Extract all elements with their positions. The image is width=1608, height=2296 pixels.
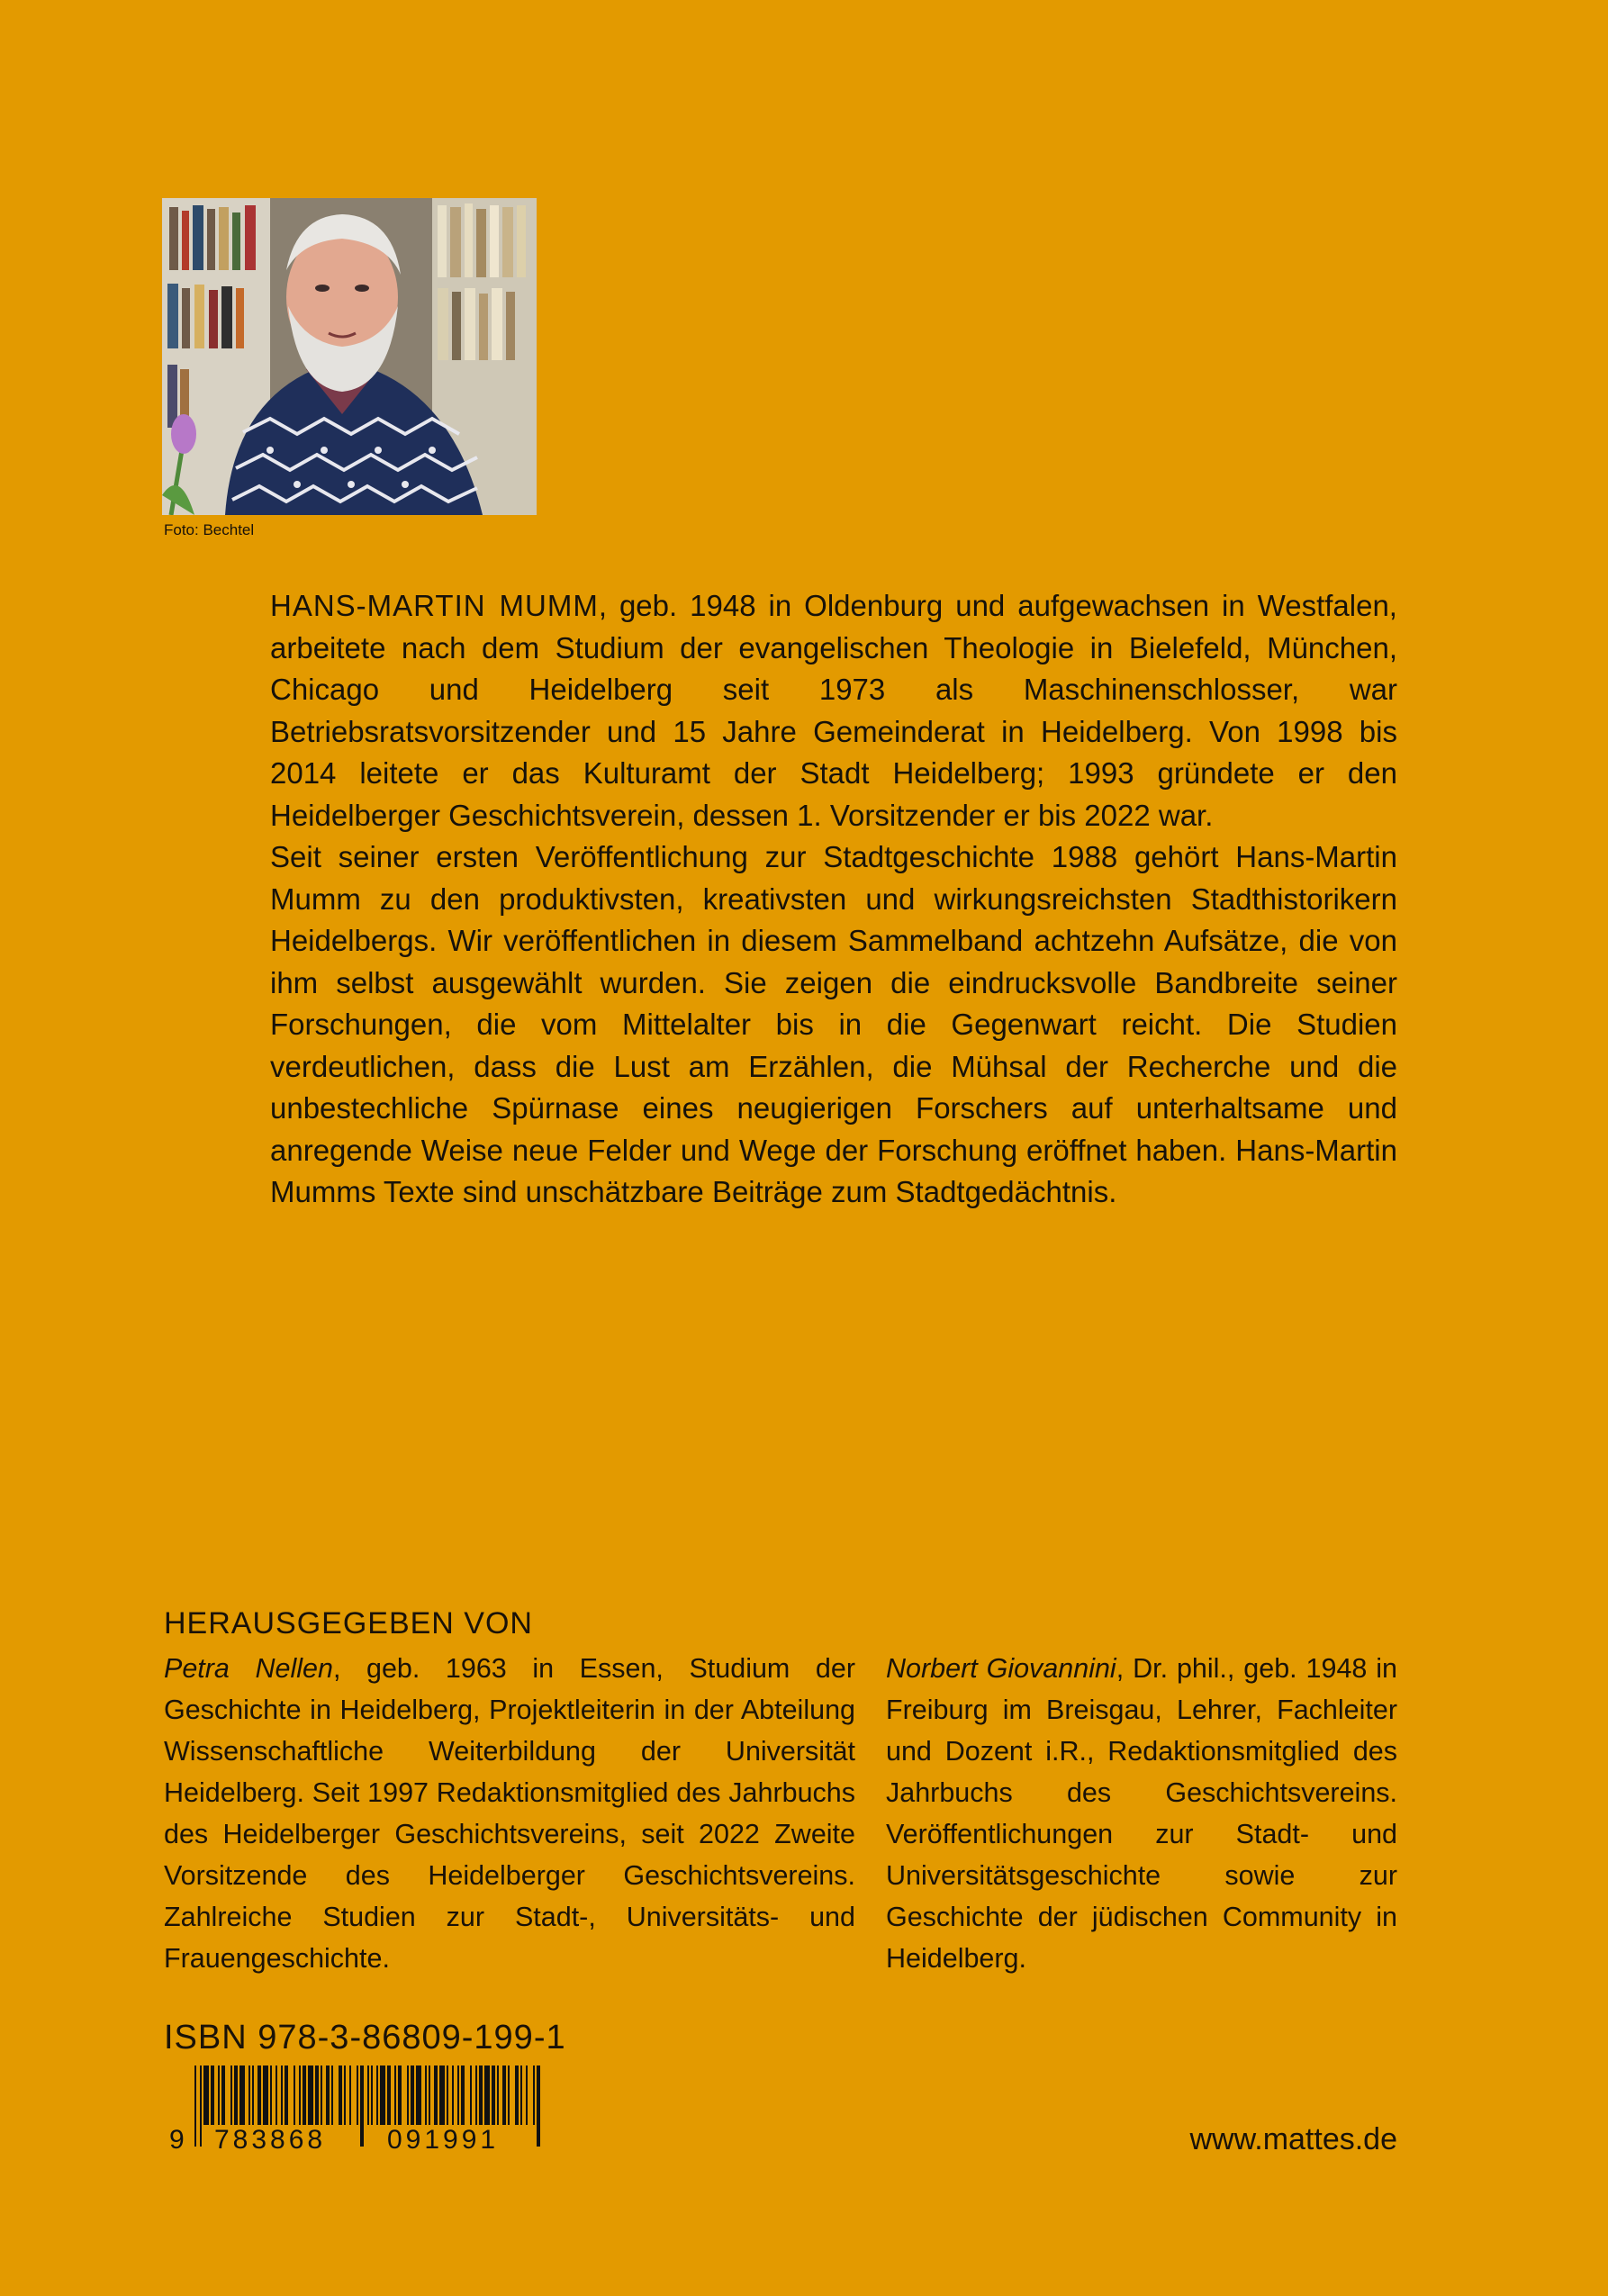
barcode-bar [257, 2065, 261, 2125]
editor-left-text: , geb. 1963 in Essen, Studium der Geschichte in Heidelberg, Projektleiterin in der Abteilung Wissenschaftliche Weiterbildung der Universität Heidelberg. Seit 1997 Redaktionsmitglied des Jahrbuchs des Heidelberger Geschichtsvereins, seit 2022 Zweite Vorsitzende des Heidelberger Geschichtsvereins. Zahlreiche Studien zur Stadt-, Universitäts- und Frauengeschichte. [164, 1653, 855, 1974]
barcode-bar [497, 2065, 499, 2125]
barcode-bar [407, 2065, 409, 2125]
isbn-label: ISBN 978-3-86809-199-1 [164, 2019, 566, 2056]
barcode-bar [461, 2065, 465, 2125]
barcode-bar [270, 2065, 272, 2125]
barcode-image [167, 2065, 567, 2152]
barcode-bar [239, 2065, 245, 2125]
barcode-bar [447, 2065, 448, 2125]
editor-left-bio [164, 1648, 855, 1979]
barcode-bar [315, 2065, 319, 2125]
barcode-bar [303, 2065, 306, 2125]
editors-heading: HERAUSGEGEBEN VON [164, 1606, 533, 1641]
barcode-bar [452, 2065, 454, 2125]
barcode-bar [218, 2065, 220, 2125]
barcode-bar [285, 2065, 288, 2125]
barcode-bar [234, 2065, 238, 2125]
barcode-digits-right: 091991 [387, 2125, 500, 2152]
barcode-bar [398, 2065, 402, 2125]
photo-credit: Foto: Bechtel [164, 521, 255, 538]
barcode-bar [211, 2065, 214, 2125]
barcode-bar [376, 2065, 378, 2125]
barcode-digit-lead: 9 [169, 2125, 185, 2152]
barcode-bar [434, 2065, 438, 2125]
barcode-bar [252, 2065, 254, 2125]
barcode-bar [520, 2065, 522, 2125]
barcode-bar [439, 2065, 445, 2125]
author-photo [162, 198, 537, 515]
barcode-digits-left: 783868 [214, 2125, 327, 2152]
barcode-bar [321, 2065, 322, 2125]
editor-right-bio [886, 1648, 1397, 1979]
barcode-bar [470, 2065, 472, 2125]
barcode-bar [475, 2065, 477, 2125]
bio-paragraph-2: Seit seiner ersten Veröffentlichung zur Stadtgeschichte 1988 gehört Hans-Martin Mumm zu den produktivsten, kreativsten und wirkungsreichsten Stadthistorikern Heidelbergs. Wir veröffentlichen in diesem Sammelband achtzehn Aufsätze, die von ihm selbst ausgewählt wurden. Sie zeigen die eindrucksvolle Bandbreite seiner Forschungen, die vom Mittelalter bis in die Gegenwart reicht. Die Studien verdeutlichen, dass die Lust am Erzählen, die Mühsal der Recherche und die unbestechliche Spürnase eines neugierigen Forschers auf unterhaltsame und anregende Weise neue Felder und Wege der Forschung eröffnet haben. Hans-Martin Mumms Texte sind unschätzbare Beiträge zum Stadtgedächtnis. [270, 840, 1397, 1208]
barcode-bar [299, 2065, 301, 2125]
barcode-bar [537, 2065, 540, 2147]
barcode-bar [263, 2065, 268, 2125]
barcode-bar [281, 2065, 283, 2125]
barcode-bar [416, 2065, 421, 2125]
author-name: HANS-MARTIN MUMM [270, 589, 599, 622]
barcode-bar [425, 2065, 427, 2125]
barcode-bar [344, 2065, 346, 2125]
barcode-bar [294, 2065, 295, 2125]
barcode-bar [326, 2065, 330, 2125]
barcode-bar [387, 2065, 391, 2125]
editor-right-name: Norbert Giovannini [886, 1653, 1116, 1684]
barcode-bar [508, 2065, 510, 2125]
barcode-bar [429, 2065, 430, 2125]
editor-left-name: Petra Nellen [164, 1653, 333, 1684]
barcode-bar [194, 2065, 196, 2147]
author-biography [270, 585, 1397, 1214]
barcode-bar [484, 2065, 490, 2125]
author-portrait-image [162, 198, 537, 515]
barcode-bar [526, 2065, 528, 2125]
barcode-bar [492, 2065, 495, 2125]
barcode-bar [308, 2065, 313, 2125]
bio-paragraph-1 [270, 585, 1397, 836]
barcode-bar [360, 2065, 364, 2147]
barcode-bar [533, 2065, 535, 2125]
barcode-bar [394, 2065, 396, 2125]
barcode-bar [371, 2065, 373, 2125]
barcode-bar [339, 2065, 342, 2125]
barcode-bar [502, 2065, 506, 2125]
isbn-barcode [167, 2065, 567, 2152]
barcode-bar [221, 2065, 225, 2125]
barcode-bar [367, 2065, 369, 2125]
barcode-bar [200, 2065, 202, 2147]
publisher-website: www.mattes.de [1189, 2122, 1397, 2156]
barcode-bar [230, 2065, 232, 2125]
barcode-bar [357, 2065, 358, 2125]
barcode-bar [248, 2065, 250, 2125]
barcode-bar [479, 2065, 483, 2125]
barcode-bar [457, 2065, 459, 2125]
bio-paragraph-1-text: , geb. 1948 in Oldenburg und aufgewachsen in Westfalen, arbeitete nach dem Studium der evangelischen Theologie in Bielefeld, München, Chicago und Heidelberg seit 1973 als Maschinenschlosser, war Betriebsratsvorsitzender und 15 Jahre Gemeinderat in Heidelberg. Von 1998 bis 2014 leitete er das Kulturamt der Stadt Heidelberg; 1993 gründete er den Heidelberger Geschichtsverein, dessen 1. Vorsitzender er bis 2022 war. [270, 589, 1397, 832]
barcode-bar [411, 2065, 414, 2125]
barcode-bar [515, 2065, 519, 2125]
barcode-bar [276, 2065, 277, 2125]
barcode-bar [331, 2065, 333, 2125]
barcode-bar [349, 2065, 351, 2125]
editor-right-text: , Dr. phil., geb. 1948 in Freiburg im Breisgau, Lehrer, Fachleiter und Dozent i.R., Redaktionsmitglied des Jahrbuchs des Geschichtsvereins. Veröffentlichungen zur Stadt- und Universitätsgeschichte sowie zur Geschichte der jüdischen Community in Heidelberg. [886, 1653, 1397, 1974]
barcode-bar [380, 2065, 385, 2125]
barcode-bar [203, 2065, 209, 2125]
